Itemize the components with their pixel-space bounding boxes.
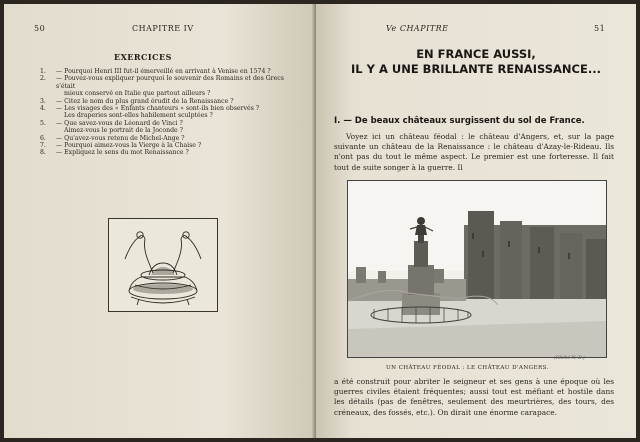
exercise-item: 6. — Qu'avez-vous retenu de Michel-Ange ? bbox=[40, 134, 185, 142]
exercise-item: 8. — Expliquez le sens du mot Renaissance ? bbox=[40, 149, 189, 157]
exercise-item: 4. — Les visages des « Enfants chanteurs » sont-ils bien observés ? Les draperies sont-elles habilement sculptées ? bbox=[40, 105, 260, 120]
right-running-head: Ve CHAPITRE bbox=[386, 24, 449, 33]
exercise-item: 5. — Que savez-vous de Léonard de Vinci ? Aimez-vous le portrait de la Joconde ? bbox=[40, 119, 184, 135]
section-heading: I. — De beaux châteaux surgissent du sol de France. bbox=[334, 116, 585, 126]
chapter-title-line2: IL Y A UNE BRILLANTE RENAISSANCE... bbox=[351, 62, 601, 76]
exercise-list bbox=[40, 68, 290, 157]
left-page-number: 50 bbox=[34, 24, 46, 33]
exercises-title: EXERCICES bbox=[114, 52, 172, 62]
book-spread bbox=[4, 4, 636, 438]
right-page-number: 51 bbox=[594, 24, 606, 33]
exercise-item: 3. — Citez le nom du plus grand érudit de la Renaissance ? bbox=[40, 97, 234, 105]
exercise-item: 1. — Pourquoi Henri III fut-il émerveillé en arrivant à Venise en 1574 ? bbox=[40, 68, 271, 75]
paragraph-continued: a été construit pour abriter le seigneur et ses gens à une époque où les guerres civiles étaient fréquentes; aussi tout est méfiant et hostile dans les détails (pas de fenêtres, seulement des meurtrières, des tours, des créneaux, des fossés, etc.). On dirait une énorme carapace. bbox=[334, 377, 614, 417]
exercise-item: 2. — Pouvez-vous expliquer pourquoi le souvenir des Romains et des Grecs s'était mieux conservé en Italie que partout ailleurs ? bbox=[40, 75, 284, 98]
paragraph-intro: Voyez ici un château féodal : le château d'Angers, et, sur la page suivante un château de la Renaissance : le château d'Azay-le-Rideau. Ils n'ont pas du tout le même aspect. Le premier est une forteresse. Il fait tout de suite songer à la guerre. Il bbox=[334, 132, 614, 172]
salt-cellar-engraving-icon bbox=[108, 218, 218, 312]
right-page bbox=[316, 4, 636, 438]
chapter-title-line1: EN FRANCE AUSSI, bbox=[416, 47, 536, 61]
left-running-head: CHAPITRE IV bbox=[132, 24, 194, 33]
photo-caption: UN CHÂTEAU FÉODAL : LE CHÂTEAU D'ANGERS. bbox=[386, 365, 549, 371]
photo-credit: (Cliché N. D.) bbox=[554, 356, 585, 361]
left-page bbox=[4, 4, 316, 438]
chateau-angers-photo-icon bbox=[347, 180, 607, 358]
exercise-item: 7. — Pourquoi aimez-vous la Vierge à la Chaise ? bbox=[40, 142, 202, 150]
